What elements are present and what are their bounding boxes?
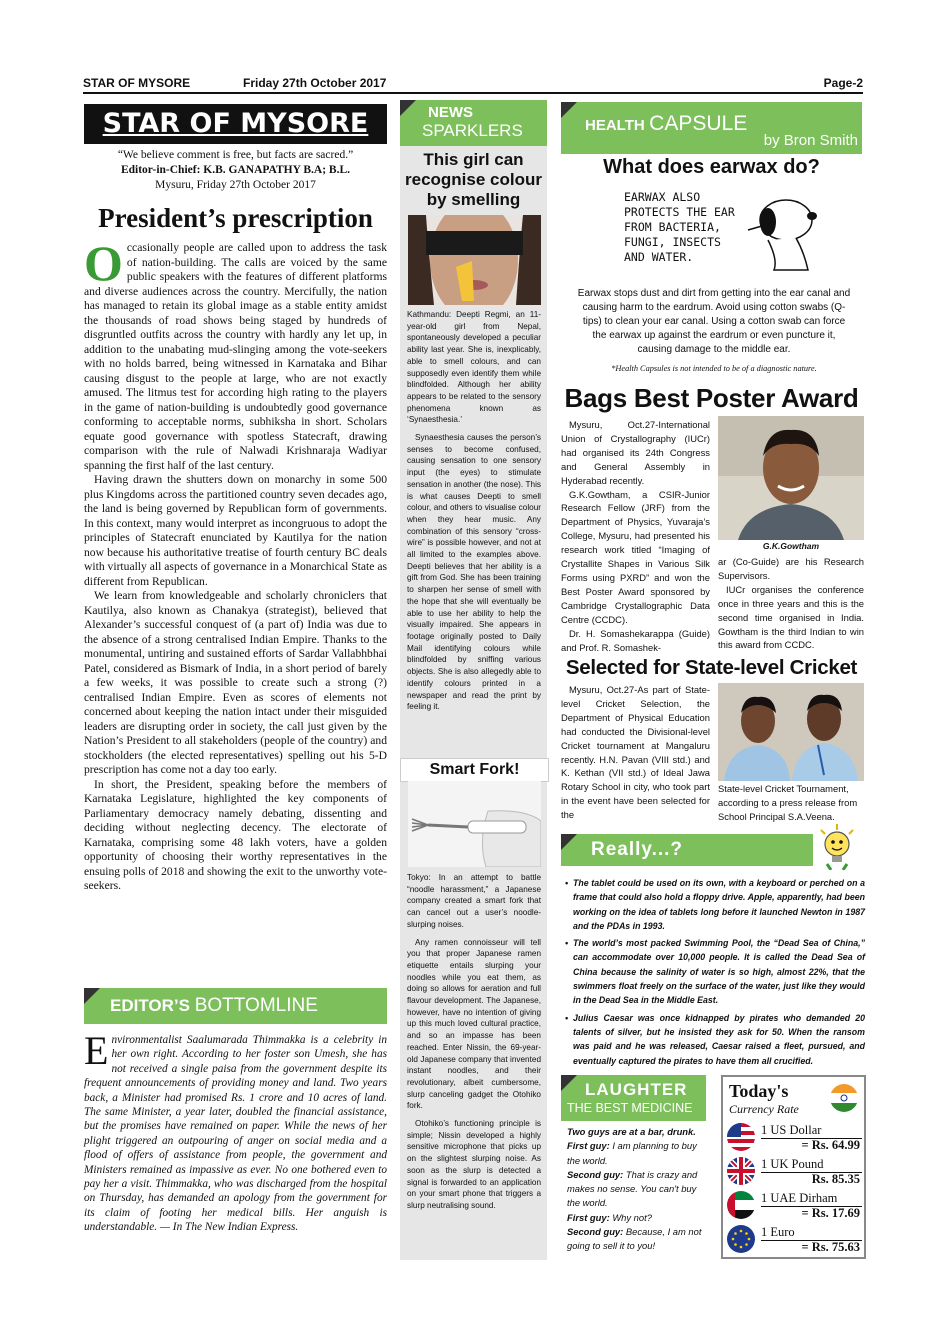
news-sparklers-banner: [400, 100, 547, 146]
poster-story-body-cont: [718, 555, 864, 652]
rate-row-gbp: [727, 1157, 862, 1189]
health-capsule-banner: [561, 102, 862, 154]
cartoon-caption: EARWAX ALSO PROTECTS THE EAR FROM BACTERIA, FUNGI, INSECTS AND WATER.: [624, 190, 735, 264]
bottomline-dropcap: E: [84, 1028, 109, 1073]
girl-story-body: [407, 309, 541, 719]
bottomline-banner: [84, 988, 387, 1024]
joke-intro: Two guys are at a bar, drunk.: [567, 1126, 696, 1137]
story-paragraph: Otohiko’s functioning principle is simple; Nissin developed a highly sensitive microphone that picks up on the slightest slurping noise. As soon as the slurp is detected a signal is forwarded to an application on your smart phone that triggers a slurp neutralising sound.: [407, 1119, 541, 1210]
really-banner-text: Really...?: [591, 839, 684, 860]
news-title: This girl can recognise colour by smelling: [405, 150, 542, 209]
poster-award-title: Bags Best Poster Award: [564, 383, 859, 413]
story-paragraph: Dr. H. Somashekarappa (Guide) and Prof. R. Somashek-: [561, 627, 710, 653]
poster-story-body: [561, 418, 710, 654]
joke-speaker: Second guy:: [567, 1168, 624, 1180]
joke-line: [567, 1211, 706, 1225]
editorial-paragraph: We learn from knowledgeable and scholarly chroniclers that Kautilya, also known as Chanakya (strategist), believed that Alexander’s successful conquest of (a part of) India was due to the absence of a strong centralised Indian Empire. Thanks to the monumental, untiring and sustained efforts of Sardar Vallabhbhai Patel, considered as Bismark of India, in a short period of barely a few weeks, it was possible to create such a strong (?) centralised Indian Empire. Even as scores of elements not concerned about keeping the nation intact under their misguided leaders are disrupting order in society, the call just given by the Nation’s President to all stakeholders (people of the country) and stockholders (the elected representatives) spelling out his 5-D prescription has come not a day too early.: [84, 589, 387, 776]
joke-line: [567, 1168, 706, 1211]
page-header: [83, 74, 863, 92]
cricket-title: Selected for State-level Cricket: [565, 656, 858, 679]
joke-text: That is crazy and makes no sense. You can't buy the world.: [567, 1168, 698, 1209]
story-paragraph: Tokyo: In an attempt to battle “noodle harassment,” a Japanese company created a smart fork that can cancel out a user’s noodle-slurping noises.: [407, 873, 541, 929]
editor-line: Editor-in-Chief: K.B. GANAPATHY B.A; B.L.: [120, 164, 351, 176]
health-banner-light: CAPSULE: [649, 112, 748, 135]
fork-story-body: [407, 872, 541, 1218]
fact-item: • The tablet could be used on its own, with a keyboard or perched on a frame that could also hold a floppy drive. Apple, apparently, had been working on the idea of tablets long before it launched Newton in 1987 and the PDAs in 1993.: [565, 876, 865, 933]
joke-text: I am planning to buy the world.: [567, 1140, 697, 1166]
laughter-banner-top: LAUGHTER: [585, 1080, 688, 1099]
smart-fork-title: Smart Fork!: [400, 758, 549, 782]
rate-row-usd: [727, 1123, 862, 1155]
currency-name: 1 UK Pound: [761, 1157, 824, 1171]
blindfolded-girl-photo: [408, 215, 541, 305]
cricket-story-body: [561, 683, 710, 822]
story-paragraph: Synaesthesia causes the person’s senses to become confused, causing sensation to one sensory input (the eyes) to stimulate sensation in another (the nose). This is what causes Deepti to smell colour, and others to visualise colour when they hear music. Any combination of this sensory “cross-wire” is possible however, and not at all limited to the examples above. Deepti believes that her ability is a gift from God. She has been training to sharpen her sense of smell with the hope that she will eventually be able to use her ability to help the visually impaired. She appears in footage originally posted to Daily Mail identifying colours while blindfolded by sniffing various objects. She is also allegedly able to identify colours printed in a newspaper and read the print by feeling it.: [407, 433, 541, 712]
rate-row-aed: [727, 1191, 862, 1223]
dateline: Mysuru, Friday 27th October 2017: [155, 179, 316, 191]
joke-line: [567, 1225, 706, 1254]
fact-item: • The world’s most packed Swimming Pool, the “Dead Sea of China,” can accommodate over 10,000 people. It is called the Dead Sea of China because the salinity of water is so high, almost 22%, that the swimmers float freely on the surface of the water, just like they would in the Dead Sea in the Middle East.: [565, 936, 865, 1007]
bottomline-banner-light: BOTTOMLINE: [194, 995, 318, 1016]
masthead-title: STAR OF MYSORE: [102, 108, 369, 139]
motto: “We believe comment is free, but facts are sacred.”: [117, 149, 354, 161]
joke-body: [567, 1125, 706, 1254]
editorial-body: [84, 235, 387, 894]
us-flag-icon: [727, 1123, 755, 1151]
currency-value: = Rs. 64.99: [801, 1138, 860, 1152]
bottomline-text: nvironmentalist Saalumarada Thimmakka is a celebrity in her own right. According to her foster son Umesh, she has not received a single paisa from the government despite its frequent announcements of providing money and land. Two years back, a Minister had promised Rs. 1 crore and 10 acres of land. The same Minister, a year later, doubled the financial assistance, but the promises have remained on paper. While the news of her plight triggered an outpouring of anger on social media and a flood of offers of assistance from people, the government and Ministers remained as impassive as ever. No one bothered even to pay her a visit. Thimmakka, who was discharged from the hospital on Thursday, has demanded an apology from the government for its claim of footing her medical bills. Her anguish is understandable. — In The New Indian Express.: [84, 1034, 387, 1234]
rate-title: Today's: [729, 1081, 789, 1101]
really-banner: [561, 834, 813, 866]
bottomline-banner-bold: EDITOR’S: [110, 996, 190, 1015]
story-paragraph: ar (Co-Guide) are his Research Supervisors.: [718, 556, 864, 581]
laughter-banner: [561, 1075, 706, 1121]
lightbulb-icon: [815, 824, 859, 870]
header-paper-name: STAR OF MYSORE: [83, 76, 191, 90]
bottomline-body: [84, 1028, 387, 1235]
fact-item: • Julius Caesar was once kidnapped by pirates who demanded 20 talents of silver, but he insisted they ask for 50. When the ransom was paid and he was released, Caesar raised a fleet, pursued, and eventually captured the pirates to have them all crucified.: [565, 1011, 865, 1068]
editorial-dropcap: O: [84, 235, 123, 291]
currency-rate-box: [721, 1075, 866, 1259]
laughter-banner-bottom: THE BEST MEDICINE: [567, 1101, 693, 1115]
masthead-info: [84, 148, 387, 193]
editorial-title: President’s prescription: [98, 203, 373, 233]
header-rule: [83, 92, 863, 94]
health-byline: by Bron Smith: [763, 132, 858, 149]
story-paragraph: Mysuru, Oct.27-International Union of Crystallography (IUCr) had organised its 24th Congress and General Assembly in Hyderabad recently.: [561, 419, 710, 486]
health-disclaimer: *Health Capsules is not intended to be of a diagnostic nature.: [611, 364, 817, 373]
header-page-number: Page-2: [823, 76, 863, 90]
currency-name: 1 UAE Dirham: [761, 1191, 838, 1205]
story-paragraph: Any ramen connoisseur will tell you that proper Japanese ramen etiquette entails slurping your noodles while you eat them, as doing so allows for aeration and full flavour development. The Japanese, however, have no intention of giving up this much loved cultural practice, and so an impasse has been reached. Enter Nissin, the 69-year-old Japanese company that invented instant noodles, and their revolutionary, albeit cumbersome, slurp canceling gadget the Otohiko fork.: [407, 937, 541, 1111]
snoopy-drawing: [738, 190, 834, 272]
news-banner-bottom: SPARKLERS: [422, 121, 523, 140]
currency-value: = Rs. 75.63: [801, 1240, 860, 1254]
editorial-paragraph: In short, the President, speaking before the members of Karnataka Legislature, highlighted the key components of Parliamentary democracy namely debating, dissenting and deciding without neglecting decency. The electorate of Karnataka, comprising some 48 lakh voters, have a golden opportunity of choosing their worthy representatives in the ensuing polls of 2018 and showing the exit to the unworthy vote-seekers.: [84, 777, 387, 892]
joke-speaker: Second guy:: [567, 1226, 624, 1238]
story-paragraph: Mysuru, Oct.27-As part of State-level Cricket Selection, the Department of Physical Education had conducted the Divisional-level Cricket tournament at Mangaluru recently. H.N. Pavan (VIII std.) and K. Kethan (VII std.) of Ideal Jawa Rotary School in city, who took part in the event have been selected for the: [561, 684, 710, 821]
eu-flag-icon: [727, 1225, 755, 1253]
gowtham-caption: G.K.Gowtham: [762, 541, 820, 551]
cricket-photo-caption: State-level Cricket Tournament, according to a press release from School Principal S.A.Veena.: [718, 783, 858, 822]
really-facts-list: [565, 876, 865, 1071]
uk-flag-icon: [727, 1157, 755, 1185]
rate-subtitle: Currency Rate: [729, 1102, 799, 1116]
currency-name: 1 US Dollar: [761, 1123, 822, 1137]
gowtham-photo: [718, 416, 864, 540]
uae-flag-icon: [727, 1191, 755, 1219]
story-paragraph: IUCr organises the conference once in three years and this is the second time organised in India. Gowtham is the third Indian to win this award from CCDC.: [718, 583, 864, 651]
header-date: Friday 27th October 2017: [243, 76, 387, 90]
earwax-text: Earwax stops dust and dirt from getting into the ear canal and causing harm to the eardrum. Avoid using cotton swabs (Q-tips) to clean your ear canal. Using a cotton swab can force the earwax up against the eardrum or even puncture it, causing damage to the middle ear.: [577, 288, 851, 355]
joke-text: Why not?: [612, 1211, 652, 1223]
joke-line: [567, 1139, 706, 1168]
masthead-logo: [84, 104, 387, 144]
joke-speaker: First guy:: [567, 1211, 610, 1223]
currency-value: = Rs. 17.69: [801, 1206, 860, 1220]
india-flag-icon: [829, 1083, 859, 1113]
joke-speaker: First guy:: [567, 1140, 610, 1152]
health-title: What does earwax do?: [603, 156, 820, 178]
rate-row-eur: [727, 1225, 862, 1257]
cricket-players-photo: [718, 683, 864, 781]
health-banner-bold: HEALTH: [585, 117, 645, 134]
joke-text: Because, I am not going to sell it to you!: [567, 1226, 702, 1252]
earwax-cartoon: [620, 186, 835, 276]
editorial-paragraph: Having drawn the shutters down on monarchy in some 500 plus Kingdoms across the partitioned country seven decades ago, the land is being governed by Republican form of governments. In this context, many would interpret as incongruous to adopt the principles of Statecraft enunciated by Kautilya for the nation now because his authoritative treatise of fourth century BC deals with virtually all aspects of governance in a Monarchical State as different from Republican.: [84, 473, 387, 588]
news-banner-top: NEWS: [428, 104, 473, 121]
currency-value: Rs. 85.35: [811, 1172, 860, 1186]
story-paragraph: Kathmandu: Deepti Regmi, an 11-year-old girl from Nepal, spontaneously developed a peculiar ability last year. She is, inexplicably, able to smell colours, and can supposedly even identify them while blindfolded. Although her ability appears to be related to the sensory phenomena known as ‘Synaesthesia.’: [407, 310, 541, 425]
editorial-paragraph: ccasionally people are called upon to address the task of nation-building. The calls are voiced by the same public speakers with the features of different platforms and diverse audiences across the country. Mercifully, the nation has managed to retain its global image as a stable entity amidst the thousands of road shows being staged by hundreds of disgruntled outfits across the country with hardly any let up, in addition to the unabating mud-slinging among the vote-seekers with no holds barred, being witnessed in Karnataka and Bihar causing disgust to the people at large, who are not exactly amused. The litmus test for according high rating to the players in the game of nation-building is undoubtedly good governance conforming to acceptable norms, subhiksha in short. Scholars equate good governance with spotless Statecraft, drawing comparison with the rule of Nalwadi Krishnaraja Wadiyar spanning the first half of the last century.: [84, 241, 387, 472]
currency-name: 1 Euro: [761, 1225, 795, 1239]
smart-fork-photo: [408, 781, 541, 867]
story-paragraph: G.K.Gowtham, a CSIR-Junior Research Fellow (JRF) from the Department of Physics, Yuvaraja’s College, Mysuru, had presented his research work titled “Imaging of Crystallite Shapes in Various Silk Forms using PXRD” and won the Best Poster Award sponsored by Cambridge Crystallographic Data Centre (CCDC).: [561, 488, 710, 625]
